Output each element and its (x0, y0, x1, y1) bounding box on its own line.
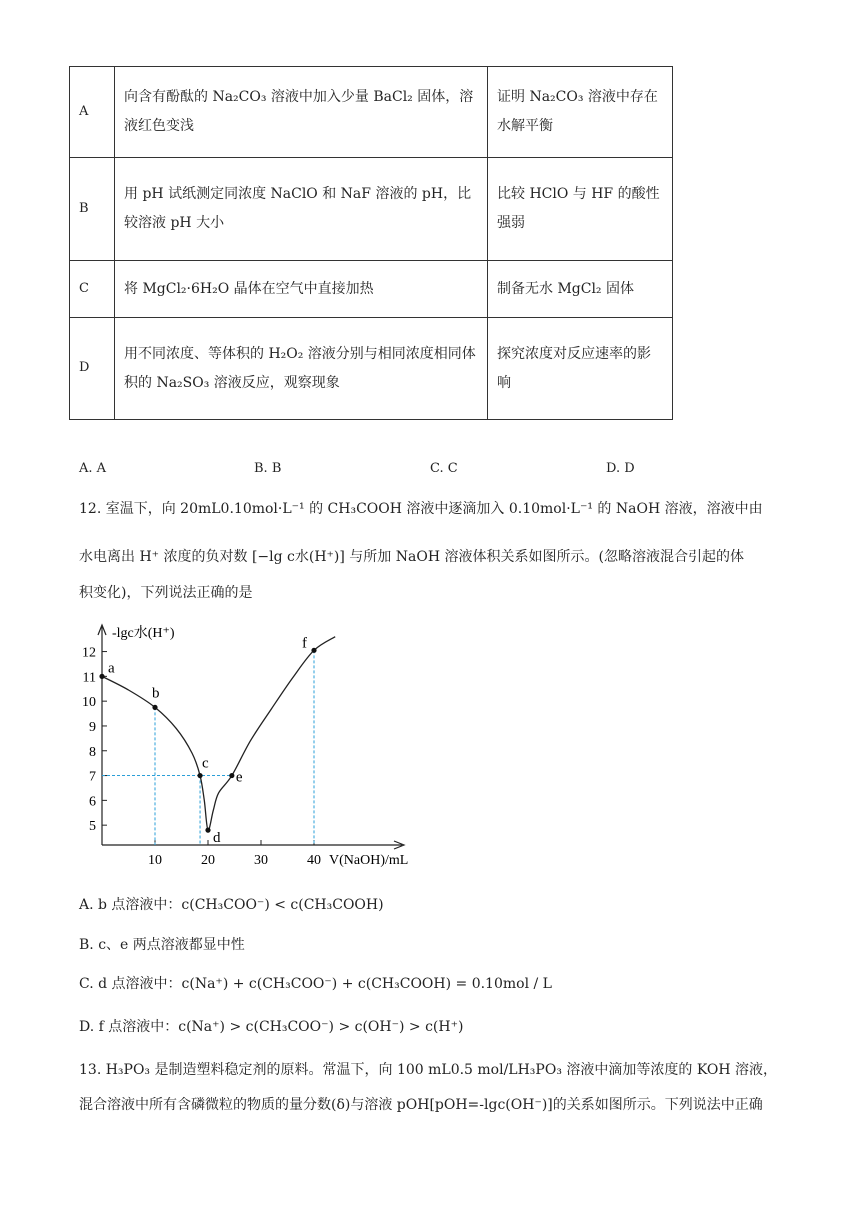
experiment-cell: 向含有酚酞的 Na₂CO₃ 溶液中加入少量 BaCl₂ 固体，溶液红色变浅 (115, 67, 488, 158)
curve-line (102, 637, 335, 831)
purpose-cell: 证明 Na₂CO₃ 溶液中存在水解平衡 (488, 67, 673, 158)
point-b (152, 705, 157, 710)
purpose-cell: 探究浓度对反应速率的影响 (488, 318, 673, 420)
ph-titration-chart (60, 615, 440, 870)
y-tick-label: 10 (82, 695, 96, 711)
x-axis-label: V(NaOH)/mL (329, 853, 409, 868)
row-label: A (70, 67, 115, 158)
row-label: B (70, 158, 115, 261)
q12-stem-line1: 12. 室温下，向 20mL0.10mol·L⁻¹ 的 CH₃COOH 溶液中逐滴加入 0.10mol·L⁻¹ 的 NaOH 溶液，溶液中由 (79, 501, 763, 517)
x-tick-label: 10 (148, 853, 162, 868)
y-tick-label: 8 (89, 744, 96, 760)
point-f (311, 648, 316, 653)
q13-stem-line1: 13. H₃PO₃ 是制造塑料稳定剂的原料。常温下，向 100 mL0.5 mol/LH₃PO₃ 溶液中滴加等浓度的 KOH 溶液， (79, 1062, 778, 1078)
y-tick-label: 12 (82, 645, 96, 661)
purpose-cell: 制备无水 MgCl₂ 固体 (488, 261, 673, 318)
y-axis-label: -lgc水(H⁺) (112, 626, 175, 641)
purpose-cell: 比较 HClO 与 HF 的酸性强弱 (488, 158, 673, 261)
y-tick-label: 11 (82, 670, 96, 686)
table-row (70, 261, 673, 318)
x-tick-label: 30 (254, 853, 268, 868)
point-e (229, 773, 234, 778)
q12-option-c: C. d 点溶液中：c(Na⁺) + c(CH₃COO⁻) + c(CH₃COOH) = 0.10mol / L (79, 976, 552, 992)
experiment-cell: 用不同浓度、等体积的 H₂O₂ 溶液分别与相同浓度相同体积的 Na₂SO₃ 溶液反应，观察现象 (115, 318, 488, 420)
q12-stem-line3: 积变化)，下列说法正确的是 (79, 585, 253, 601)
q13-stem-line2: 混合溶液中所有含磷微粒的物质的量分数(δ)与溶液 pOH[pOH=-lgc(OH⁻)]的关系如图所示。下列说法中正确 (79, 1097, 763, 1113)
point-label-a: a (108, 660, 115, 677)
row-label: D (70, 318, 115, 420)
x-tick-label: 20 (201, 853, 215, 868)
q12-stem-line2: 水电离出 H⁺ 浓度的负对数 [−lg c水(H⁺)] 与所加 NaOH 溶液体积关系如图所示。(忽略溶液混合引起的体 (79, 549, 744, 565)
y-tick-label: 7 (89, 769, 96, 785)
experiment-cell: 用 pH 试纸测定同浓度 NaClO 和 NaF 溶液的 pH，比较溶液 pH 大小 (115, 158, 488, 261)
y-tick-label: 5 (89, 819, 96, 835)
point-d (205, 828, 210, 833)
y-tick-label: 6 (89, 794, 96, 810)
point-label-d: d (213, 830, 221, 847)
table-row (70, 158, 673, 261)
q11-option-c: C. C (430, 461, 458, 476)
q12-option-a: A. b 点溶液中：c(CH₃COO⁻) < c(CH₃COOH) (79, 897, 384, 913)
row-label: C (70, 261, 115, 318)
point-label-b: b (152, 685, 160, 702)
q11-option-a: A. A (79, 461, 107, 476)
point-label-c: c (202, 755, 209, 772)
y-tick-label: 9 (89, 719, 96, 735)
experiment-cell: 将 MgCl₂·6H₂O 晶体在空气中直接加热 (115, 261, 488, 318)
point-label-e: e (235, 769, 243, 786)
table-row (70, 67, 673, 158)
point-a (99, 674, 104, 679)
x-tick-label: 40 (307, 853, 321, 868)
q11-option-b: B. B (254, 461, 282, 476)
q12-option-d: D. f 点溶液中：c(Na⁺) > c(CH₃COO⁻) > c(OH⁻) > c(H⁺) (79, 1019, 464, 1035)
table-row (70, 318, 673, 420)
experiment-table (69, 66, 673, 420)
point-label-f: f (302, 635, 307, 652)
q12-option-b: B. c、e 两点溶液都显中性 (79, 937, 245, 953)
q11-option-d: D. D (606, 461, 635, 476)
point-c (197, 773, 202, 778)
